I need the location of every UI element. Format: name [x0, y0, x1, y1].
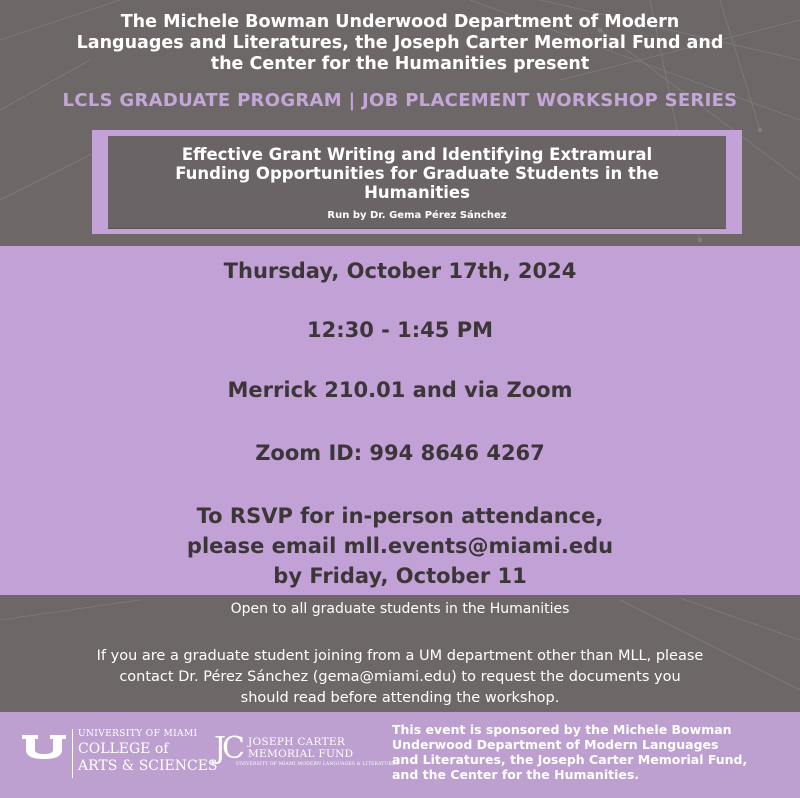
joseph-carter-monogram-icon: JC [214, 731, 241, 766]
zoom-id: Zoom ID: 994 8646 4267 [255, 441, 545, 465]
college-name-line: ARTS & SCIENCES [78, 758, 218, 774]
department-note [20, 646, 780, 709]
presenters-line: The Michele Bowman Underwood Department of Modern [120, 12, 680, 32]
presenters-heading [40, 12, 760, 75]
event-location: Merrick 210.01 and via Zoom [227, 378, 573, 402]
sponsor-line: This event is sponsored by the Michele Bowman [392, 722, 732, 737]
note-line: If you are a graduate student joining from a UM department other than MLL, please [96, 648, 704, 664]
workshop-title-line: Effective Grant Writing and Identifying Extramural [181, 145, 653, 164]
rsvp-line: To RSVP for in-person attendance, [196, 504, 604, 528]
note-line: contact Dr. Pérez Sánchez (gema@miami.edu) to request the documents you [119, 669, 681, 685]
sponsor-statement [392, 722, 792, 782]
sponsor-line: and the Center for the Humanities. [392, 767, 640, 782]
college-name-line: COLLEGE of [78, 741, 169, 757]
college-wordmark [78, 729, 218, 773]
series-title: LCLS GRADUATE PROGRAM | JOB PLACEMENT WORKSHOP SERIES [62, 90, 738, 111]
note-line: should read before attending the workshop. [240, 690, 560, 706]
presenters-line: Languages and Literatures, the Joseph Carter Memorial Fund and [76, 33, 724, 53]
fund-name [248, 736, 353, 760]
fund-name-line: JOSEPH CARTER [248, 736, 346, 748]
presenters-line: the Center for the Humanities present [210, 54, 590, 74]
university-of-miami-u-logo-icon [22, 735, 66, 759]
workshop-title [120, 145, 714, 202]
audience-note: Open to all graduate students in the Humanities [230, 601, 570, 617]
presenter-credit: Run by Dr. Gema Pérez Sánchez [327, 210, 507, 221]
event-time: 12:30 - 1:45 PM [306, 318, 494, 342]
sponsor-line: and Literatures, the Joseph Carter Memorial Fund, [392, 752, 748, 767]
fund-affiliation: UNIVERSITY OF MIAMI MODERN LANGUAGES & LITERATURES [236, 762, 399, 767]
rsvp-line: please email mll.events@miami.edu [186, 534, 614, 558]
rsvp-line: by Friday, October 11 [273, 564, 527, 588]
event-date: Thursday, October 17th, 2024 [223, 259, 577, 283]
event-details-band [0, 246, 800, 595]
fund-name-line: MEMORIAL FUND [248, 748, 354, 760]
workshop-title-line: Humanities [364, 183, 470, 202]
sponsor-line: Underwood Department of Modern Languages [392, 737, 719, 752]
logo-divider [72, 729, 73, 778]
workshop-title-line: Funding Opportunities for Graduate Students in the [175, 164, 659, 183]
university-name: UNIVERSITY OF MIAMI [78, 729, 198, 739]
